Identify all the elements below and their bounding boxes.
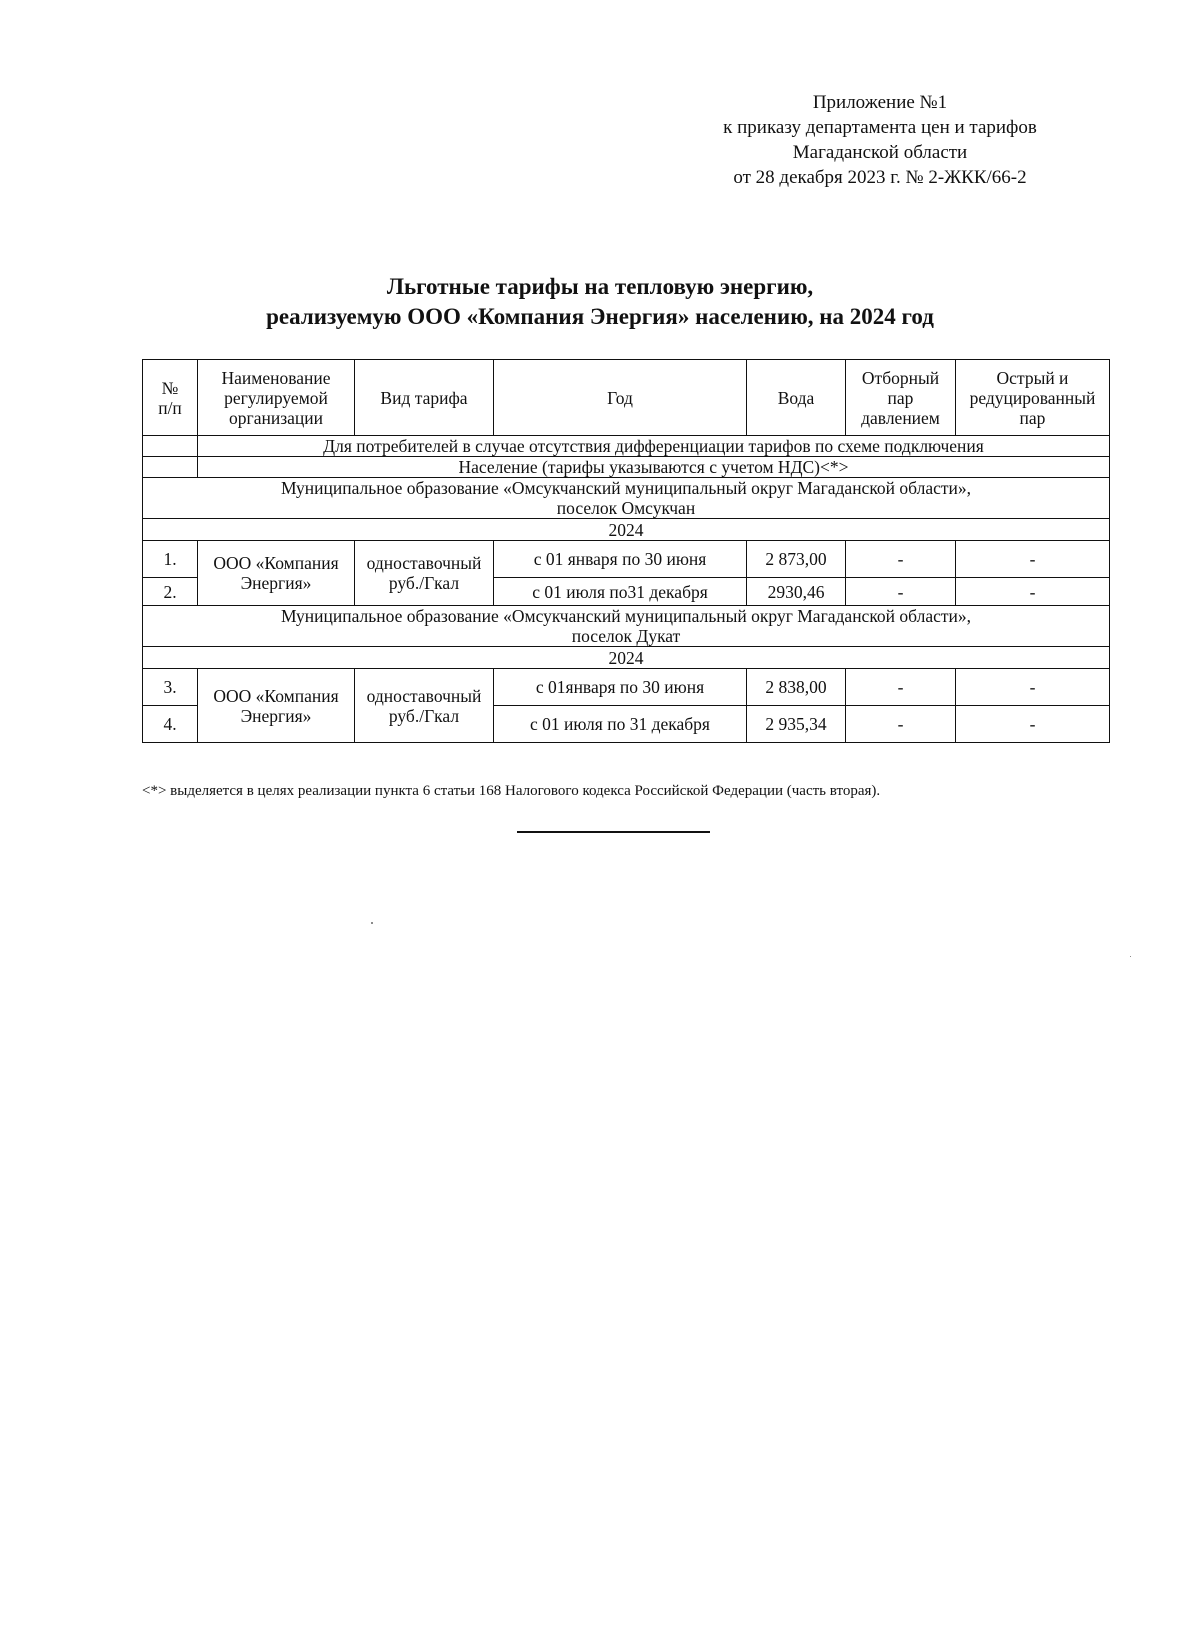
- scan-speck: [371, 922, 373, 924]
- closing-rule: [517, 831, 710, 833]
- steam-pressure-value: -: [846, 541, 956, 578]
- steam-pressure-value: -: [846, 706, 956, 743]
- row-num: 4.: [143, 706, 198, 743]
- steam-sharp-value: -: [956, 578, 1110, 606]
- settlement-name: поселок Омсукчан: [556, 498, 696, 518]
- tariff-type-name: одноставочный: [366, 553, 482, 573]
- title-line-2: реализуемую ООО «Компания Энергия» населению, на 2024 год: [266, 304, 934, 329]
- col-header-steam-sharp: Острый и редуцированный пар: [956, 360, 1110, 436]
- section-consumers: Для потребителей в случае отсутствия дифференциации тарифов по схеме подключения: [198, 436, 1110, 457]
- steam-sharp-value: -: [956, 541, 1110, 578]
- appendix-header: [660, 90, 1100, 190]
- table-row: [143, 541, 1110, 578]
- scan-speck: [1130, 956, 1131, 957]
- tariff-unit: руб./Гкал: [388, 573, 460, 593]
- tariff-type: [355, 541, 494, 606]
- period: с 01 июля по31 декабря: [494, 578, 747, 606]
- municipality-name: Муниципальное образование «Омсукчанский муниципальный округ Магаданской области»,: [280, 478, 972, 498]
- document-title: [140, 272, 1060, 332]
- col-header-num: № п/п: [143, 360, 198, 436]
- col-header-steam-pressure: Отборный пар давлением: [846, 360, 956, 436]
- year-cell: 2024: [143, 647, 1110, 669]
- period: с 01 января по 30 июня: [494, 541, 747, 578]
- water-value: 2930,46: [747, 578, 846, 606]
- year-cell: 2024: [143, 519, 1110, 541]
- org-name: ООО «Компания Энергия»: [198, 541, 355, 606]
- tariff-type: [355, 669, 494, 743]
- steam-sharp-value: -: [956, 669, 1110, 706]
- year-row: [143, 519, 1110, 541]
- settlement-name: поселок Дукат: [571, 626, 681, 646]
- empty-cell: [143, 457, 198, 478]
- steam-pressure-value: -: [846, 669, 956, 706]
- row-num: 3.: [143, 669, 198, 706]
- water-value: 2 838,00: [747, 669, 846, 706]
- org-name: ООО «Компания Энергия»: [198, 669, 355, 743]
- water-value: 2 873,00: [747, 541, 846, 578]
- title-line-1: Льготные тарифы на тепловую энергию,: [386, 274, 814, 299]
- table-row: [143, 669, 1110, 706]
- section-population: Население (тарифы указываются с учетом НДС)<*>: [198, 457, 1110, 478]
- appendix-number: Приложение №1: [812, 92, 948, 113]
- municipality-name: Муниципальное образование «Омсукчанский муниципальный округ Магаданской области»,: [280, 606, 972, 626]
- period: с 01января по 30 июня: [494, 669, 747, 706]
- tariff-table: [142, 359, 1110, 743]
- municipality-row: [143, 478, 1110, 519]
- municipality-cell: [143, 478, 1110, 519]
- water-value: 2 935,34: [747, 706, 846, 743]
- col-header-tariff-type: Вид тарифа: [355, 360, 494, 436]
- section-population-row: [143, 457, 1110, 478]
- row-num: 1.: [143, 541, 198, 578]
- col-header-org: Наименование регулируемой организации: [198, 360, 355, 436]
- period: с 01 июля по 31 декабря: [494, 706, 747, 743]
- tariff-unit: руб./Гкал: [388, 705, 460, 726]
- empty-cell: [143, 436, 198, 457]
- appendix-date: от 28 декабря 2023 г. № 2-ЖКК/66-2: [733, 167, 1027, 188]
- municipality-row: [143, 606, 1110, 647]
- table-header-row: [143, 360, 1110, 436]
- footnote: <*> выделяется в целях реализации пункта 6 статьи 168 Налогового кодекса Российской Федерации (часть вторая).: [142, 783, 881, 799]
- year-row: [143, 647, 1110, 669]
- row-num: 2.: [143, 578, 198, 606]
- col-header-year: Год: [494, 360, 747, 436]
- section-consumers-row: [143, 436, 1110, 457]
- appendix-region: Магаданской области: [792, 142, 968, 163]
- steam-pressure-value: -: [846, 578, 956, 606]
- appendix-order-ref: к приказу департамента цен и тарифов: [723, 117, 1037, 138]
- municipality-cell: [143, 606, 1110, 647]
- col-header-water: Вода: [747, 360, 846, 436]
- steam-sharp-value: -: [956, 706, 1110, 743]
- tariff-type-name: одноставочный: [366, 685, 482, 706]
